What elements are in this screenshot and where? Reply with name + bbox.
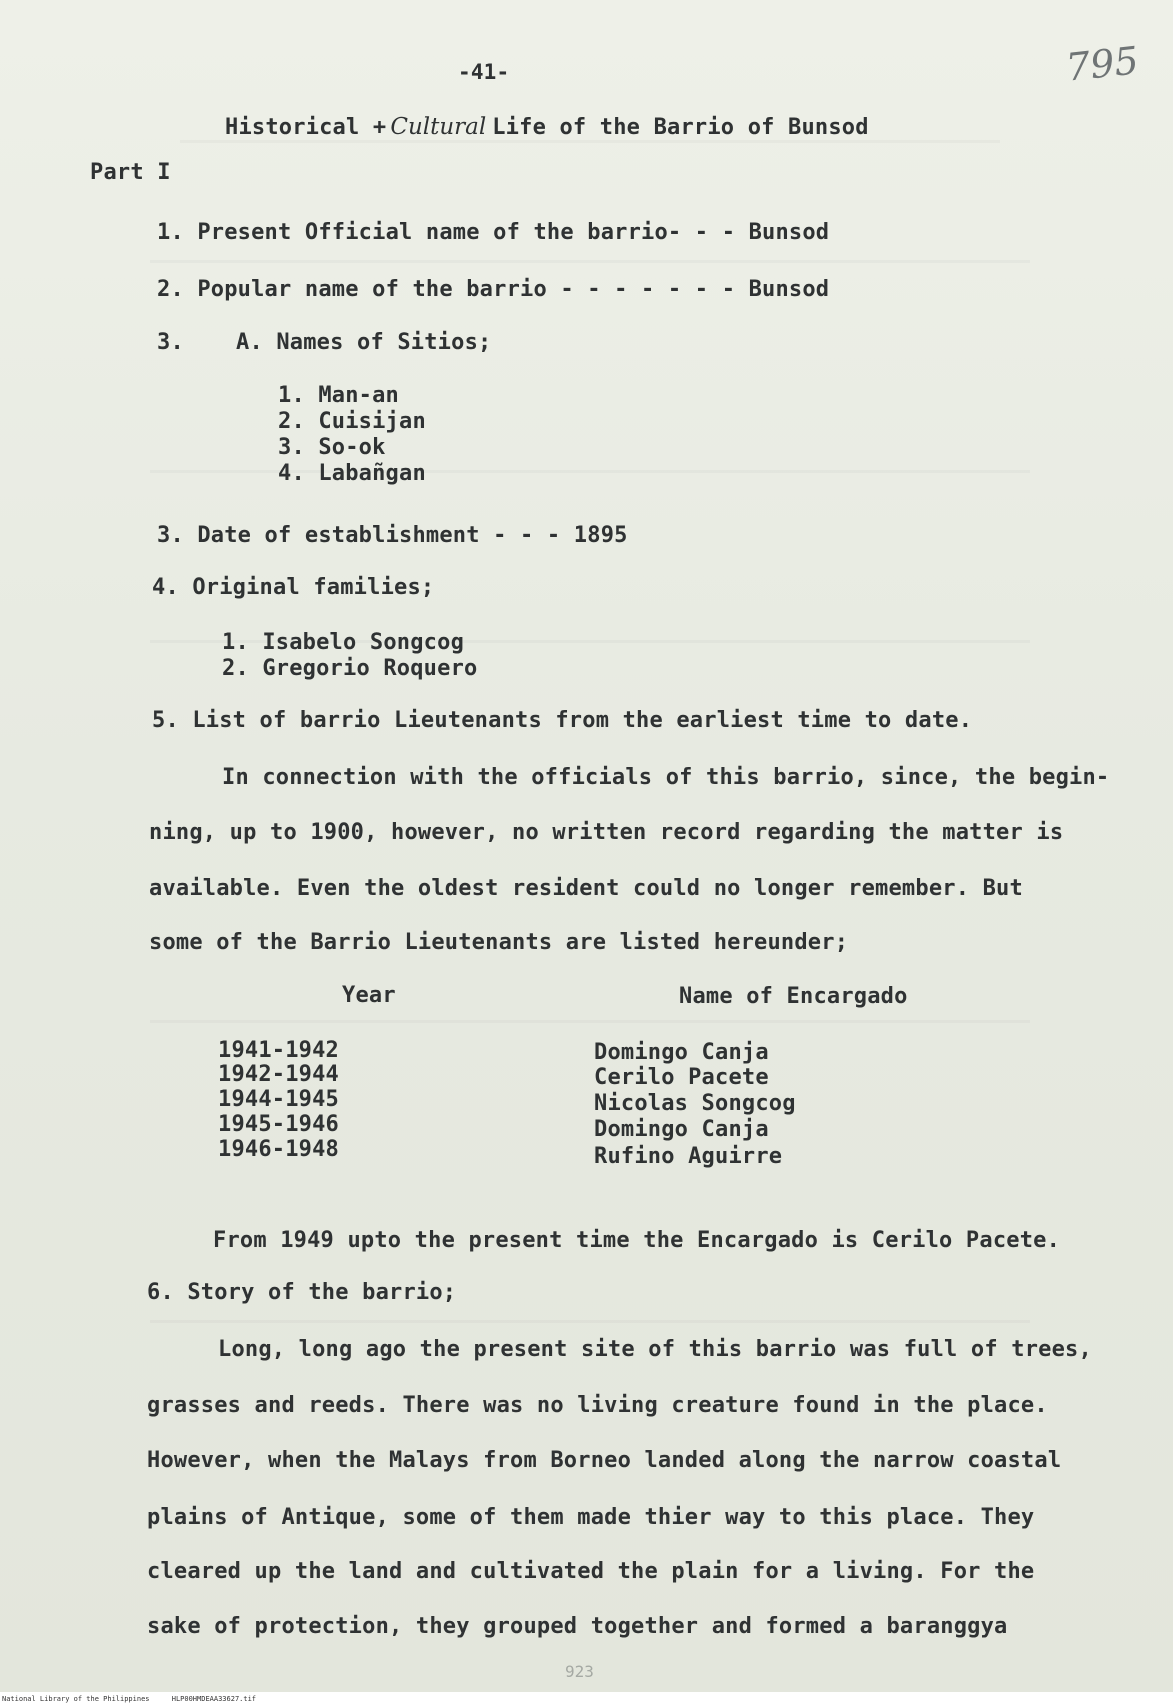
stamp-number: 795 <box>1063 38 1141 90</box>
table-header-name: Name of Encargado <box>679 984 908 1009</box>
paragraph-2-line: plains of Antique, some of them made thier way to this place. They <box>147 1505 1035 1530</box>
title-printed-part-2: Life of the Barrio of Bunsod <box>492 115 869 140</box>
table-cell-year: 1941-1942 <box>218 1038 340 1063</box>
scan-footer <box>0 1692 1173 1706</box>
table-cell-name: Domingo Canja <box>594 1117 769 1142</box>
sitios-number: 3. <box>157 330 184 355</box>
table-cell-year: 1944-1945 <box>218 1087 340 1112</box>
title-handwritten-insert: Cultural <box>390 114 487 140</box>
family-item: 1. Isabelo Songcog <box>222 630 465 655</box>
paragraph-2-line: However, when the Malays from Borneo landed along the narrow coastal <box>147 1448 1062 1473</box>
table-cell-year: 1946-1948 <box>218 1137 340 1162</box>
footer-library: National Library of the Philippines <box>2 1695 150 1703</box>
sitio-item: 3. So-ok <box>278 435 386 460</box>
bleed-through-line <box>180 140 1000 143</box>
family-item: 2. Gregorio Roquero <box>222 656 478 681</box>
paragraph-2-line: Long, long ago the present site of this barrio was full of trees, <box>218 1337 1092 1362</box>
paragraph-1-line: In connection with the officials of this barrio, since, the begin- <box>222 765 1110 790</box>
bottom-page-number: 923 <box>565 1662 594 1681</box>
sitios-label: A. Names of Sitios; <box>236 330 492 355</box>
paragraph-1-line: some of the Barrio Lieutenants are listed hereunder; <box>149 930 849 955</box>
footer-file-id: HLP00HMDEAA33627.tif <box>171 1695 257 1703</box>
official-name-line: 1. Present Official name of the barrio- - - Bunsod <box>157 220 830 245</box>
part-heading: Part I <box>90 160 171 185</box>
lieutenants-label: 5. List of barrio Lieutenants from the earliest time to date. <box>152 708 973 733</box>
table-cell-name: Nicolas Songcog <box>594 1091 796 1116</box>
date-established-line: 3. Date of establishment - - - 1895 <box>157 523 628 548</box>
page-number: -41- <box>458 60 510 84</box>
table-cell-name: Domingo Canja <box>594 1040 769 1065</box>
bleed-through-line <box>150 1020 1030 1023</box>
table-cell-name: Rufino Aguirre <box>594 1144 783 1169</box>
table-cell-name: Cerilo Pacete <box>594 1065 769 1090</box>
sitio-item: 1. Man-an <box>278 383 400 408</box>
page-title <box>225 114 869 140</box>
table-cell-year: 1945-1946 <box>218 1112 340 1137</box>
encargado-note: From 1949 upto the present time the Encargado is Cerilo Pacete. <box>213 1228 1061 1253</box>
story-label: 6. Story of the barrio; <box>147 1280 457 1305</box>
table-cell-year: 1942-1944 <box>218 1062 340 1087</box>
table-header-year: Year <box>342 983 396 1008</box>
original-families-label: 4. Original families; <box>152 575 435 600</box>
title-printed-part-1: Historical + <box>225 115 387 140</box>
sitio-item: 4. Labañgan <box>278 461 426 486</box>
bleed-through-line <box>150 1320 1030 1323</box>
sitio-item: 2. Cuisijan <box>278 409 426 434</box>
paragraph-2-line: cleared up the land and cultivated the plain for a living. For the <box>147 1559 1035 1584</box>
paragraph-1-line: available. Even the oldest resident could no longer remember. But <box>149 876 1023 901</box>
bleed-through-line <box>150 260 1030 263</box>
popular-name-line: 2. Popular name of the barrio - - - - - - - Bunsod <box>157 277 830 302</box>
paragraph-2-line: grasses and reeds. There was no living creature found in the place. <box>147 1393 1048 1418</box>
paragraph-1-line: ning, up to 1900, however, no written record regarding the matter is <box>149 820 1064 845</box>
paragraph-2-line: sake of protection, they grouped together and formed a baranggya <box>147 1614 1008 1639</box>
